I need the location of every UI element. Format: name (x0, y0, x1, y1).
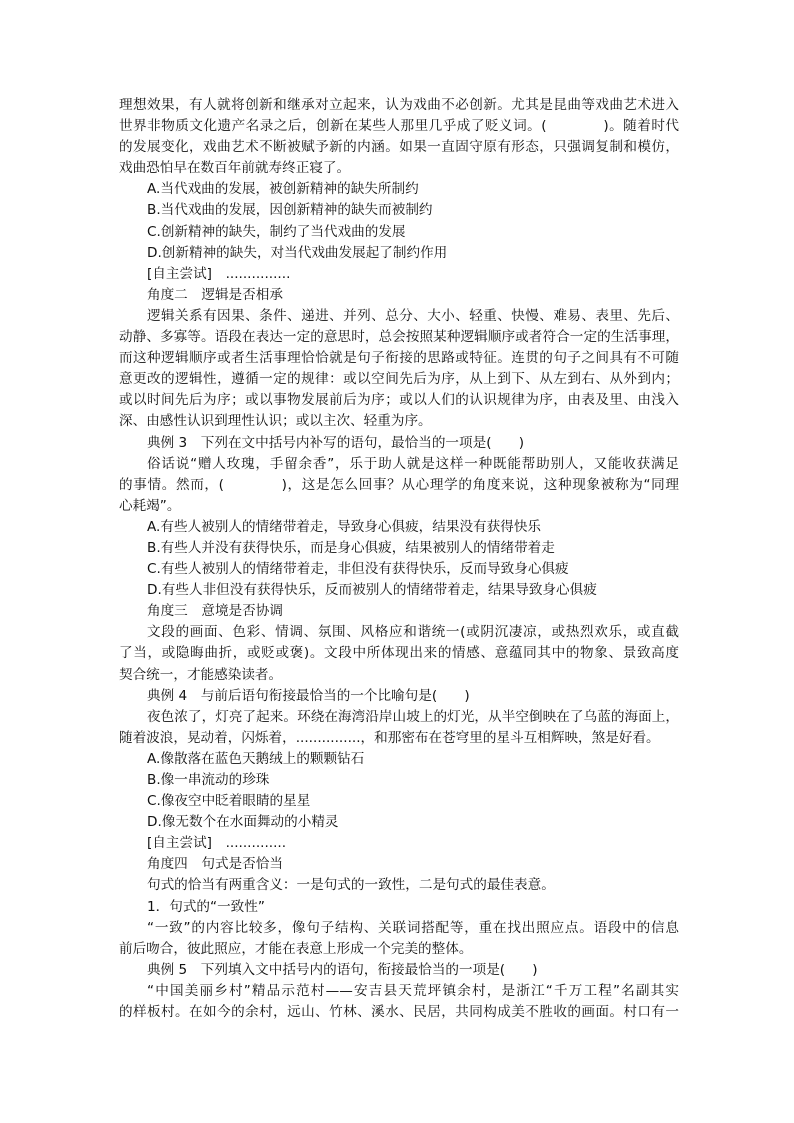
text-line: 的发展变化，戏曲艺术不断被赋予新的内涵。如果一直固守原有形态，只强调复制和模仿， (119, 139, 679, 156)
text-line: 的事情。然而，( )，这是怎么回事？从心理学的角度来说，这种现象被称为“同理 (119, 476, 679, 493)
text-line: 俗话说“赠人玫瑰，手留余香”，乐于助人就是这样一种既能帮助别人，又能收获满足 (147, 455, 679, 472)
text-line: 典例 3 下列在文中括号内补写的语句，最恰当的一项是( ) (147, 434, 525, 451)
text-line: B.有些人并没有获得快乐，而是身心俱疲，结果被别人的情绪带着走 (147, 539, 555, 556)
text-line: 的样板村。在如今的余村，远山、竹林、溪水、民居，共同构成美不胜收的画面。村口有一 (119, 1004, 679, 1021)
text-line: D.有些人非但没有获得快乐，反而被别人的情绪带着走，结果导致身心俱疲 (147, 582, 597, 599)
text-line: 理想效果，有人就将创新和继承对立起来，认为戏曲不必创新。尤其是昆曲等戏曲艺术进入 (119, 97, 679, 113)
text-line: 而这种逻辑顺序或者生活事理恰恰就是句子衔接的思路或特征。连贯的句子之间具有不可随 (119, 350, 679, 367)
text-line: “一致”的内容比较多，像句子结构、关联词搭配等，重在找出照应点。语段中的信息 (147, 919, 679, 936)
text-line: 世界非物质文化遗产名录之后，创新在某些人那里几乎成了贬义词。( )。随着时代 (119, 118, 679, 135)
text-line: [自主尝试] .............. (147, 835, 287, 852)
text-line: 了当，或隐晦曲折，或贬或褒)。文段中所体现出来的情感、意蕴同其中的物象、景致高度 (119, 645, 679, 662)
text-line: “中国美丽乡村”精品示范村——安吉县天荒坪镇余村，是浙江“千万工程”名副其实 (147, 982, 679, 999)
text-line: 句式的恰当有两重含义：一是句式的一致性，二是句式的最佳表意。 (147, 877, 555, 894)
text-line: 夜色浓了，灯亮了起来。环绕在海湾沿岸山坡上的灯光，从半空倒映在了乌蓝的海面上， (147, 708, 679, 725)
text-line: 角度四 句式是否恰当 (147, 856, 283, 873)
text-line: B.像一串流动的珍珠 (147, 772, 270, 788)
text-line: D.像无数个在水面舞动的小精灵 (147, 814, 339, 831)
text-line: 戏曲恐怕早在数百年前就寿终正寝了。 (119, 160, 351, 177)
text-line: D.创新精神的缺失，对当代戏曲发展起了制约作用 (147, 244, 448, 261)
text-line: 文段的画面、色彩、情调、氛围、风格应和谐统一(或阴沉凄凉，或热烈欢乐，或直截 (147, 624, 679, 641)
text-line: A.有些人被别人的情绪带着走，导致身心俱疲，结果没有获得快乐 (147, 518, 542, 535)
text-line: 角度三 意境是否协调 (147, 603, 283, 620)
text-line: 随着波浪，晃动着，闪烁着，...............，和那密布在苍穹里的星斗互相辉映，煞是好看。 (119, 729, 660, 746)
text-line: 契合统一，才能感染读者。 (119, 666, 283, 683)
text-line: 心耗竭”。 (119, 497, 181, 514)
text-line: C.像夜空中眨着眼睛的星星 (147, 793, 311, 810)
text-line: 1．句式的“一致性” (147, 898, 265, 915)
text-line: 动静、多寡等。语段在表达一定的意思时，总会按照某种逻辑顺序或者符合一定的生活事理， (119, 329, 679, 346)
text-line: 典例 5 下列填入文中括号内的语句，衔接最恰当的一项是( ) (147, 961, 538, 978)
text-line: B.当代戏曲的发展，因创新精神的缺失而被制约 (147, 202, 433, 219)
document-body (119, 95, 679, 1023)
text-line: 或以时间先后为序；或以事物发展前后为序；或以人们的认识规律为序，由表及里、由浅入 (119, 392, 679, 409)
text-line: 典例 4 与前后语句衔接最恰当的一个比喻句是( ) (147, 687, 470, 704)
text-line: 意更改的逻辑性，遵循一定的规律：或以空间先后为序，从上到下、从左到右、从外到内； (119, 371, 679, 388)
text-line: A.当代戏曲的发展，被创新精神的缺失所制约 (147, 181, 419, 198)
text-line: 深、由感性认识到理性认识；或以主次、轻重为序。 (119, 413, 432, 430)
text-line: C.创新精神的缺失，制约了当代戏曲的发展 (147, 223, 406, 240)
text-line: A.像散落在蓝色天鹅绒上的颗颗钻石 (147, 750, 365, 767)
text-line: [自主尝试] ............... (147, 265, 291, 282)
text-line: 逻辑关系有因果、条件、递进、并列、总分、大小、轻重、快慢、难易、表里、先后、 (147, 307, 679, 324)
text-line: C.有些人被别人的情绪带着走，非但没有获得快乐，反而导致身心俱疲 (147, 561, 569, 578)
text-line: 角度二 逻辑是否相承 (147, 286, 283, 303)
text-line: 前后吻合，彼此照应，才能在表意上形成一个完美的整体。 (119, 940, 473, 957)
